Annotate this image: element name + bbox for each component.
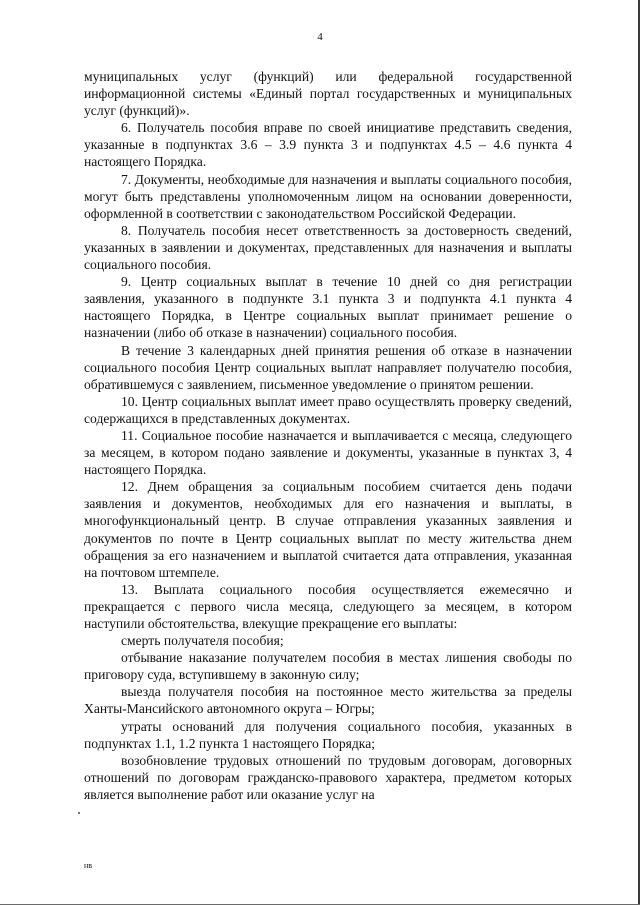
scan-speck [78, 812, 80, 814]
paragraph-item-9: 9. Центр социальных выплат в течение 10 дней со дня регистрации заявления, указанного в подпункте 3.1 пункта 3 и подпункта 4.1 пункта 4 настоящего Порядка, в Центре социальных выплат принимает решение о назначении (либо об отказе в назначении) социального пособия. [84, 274, 572, 341]
paragraph-item-11: 11. Социальное пособие назначается и выплачивается с месяца, следующего за месяцем, в котором подано заявление и документы, указанные в пунктах 3, 4 настоящего Порядка. [84, 427, 572, 478]
paragraph-item-7: 7. Документы, необходимые для назначения и выплаты социального пособия, могут быть представлены уполномоченным лицом на основании доверенности, оформленной в соответствии с законодательством Российской Федерации. [84, 171, 572, 221]
list-item-relocation: выезда получателя пособия на постоянное место жительства за пределы Ханты-Мансийского автономного округа – Югры; [84, 684, 572, 717]
paragraph-item-9-notice: В течение 3 календарных дней принятия решения об отказе в назначении социального пособия Центр социальных выплат направляет получателю пособия, обратившемуся с заявлением, письменное уведомление о принятом решении. [84, 342, 572, 392]
list-item-loss-of-grounds: утраты оснований для получения социального пособия, указанных в подпунктах 1.1, 1.2 пункта 1 настоящего Порядка; [84, 718, 572, 751]
footer-mark: нв [84, 861, 93, 870]
list-item-imprisonment: отбывание наказание получателем пособия в местах лишения свободы по приговору суда, вступившему в законную силу; [84, 650, 572, 683]
page-number: 4 [317, 31, 323, 43]
paragraph-continuation: муниципальных услуг (функций) или федеральной государственной информационной системы «Единый портал государственных и муниципальных услуг (функций)». [84, 69, 572, 119]
paragraph-item-8: 8. Получатель пособия несет ответственность за достоверность сведений, указанных в заявлении и документах, представленных для назначения и выплаты социального пособия. [84, 222, 572, 273]
paragraph-item-12: 12. Днем обращения за социальным пособием считается день подачи заявления и документов, необходимых для его назначения и выплаты, в многофункциональный центр. В случае отправления указанных заявления и документов по почте в Центр социальных выплат по месту жительства днем обращения за его назначением и выплатой считается дата отправления, указанная на почтовом штемпеле. [84, 479, 572, 580]
list-item-employment-resumed: возобновление трудовых отношений по трудовым договорам, договорных отношений по договорам гражданско-правового характера, предметом которых является выполнение работ или оказание услуг на [84, 752, 572, 802]
paragraph-item-6: 6. Получатель пособия вправе по своей инициативе представить сведения, указанные в подпунктах 3.6 – 3.9 пункта 3 и подпунктах 4.5 – 4.6 пункта 4 настоящего Порядка. [84, 120, 572, 170]
paragraph-item-13: 13. Выплата социального пособия осуществляется ежемесячно и прекращается с первого числа месяца, следующего за месяцем, в котором наступили обстоятельства, влекущие прекращение его выплаты: [84, 581, 572, 631]
paragraph-item-10: 10. Центр социальных выплат имеет право осуществлять проверку сведений, содержащихся в представленных документах. [84, 393, 572, 426]
list-item-death: смерть получателя пособия; [121, 633, 284, 649]
document-body [84, 68, 572, 803]
